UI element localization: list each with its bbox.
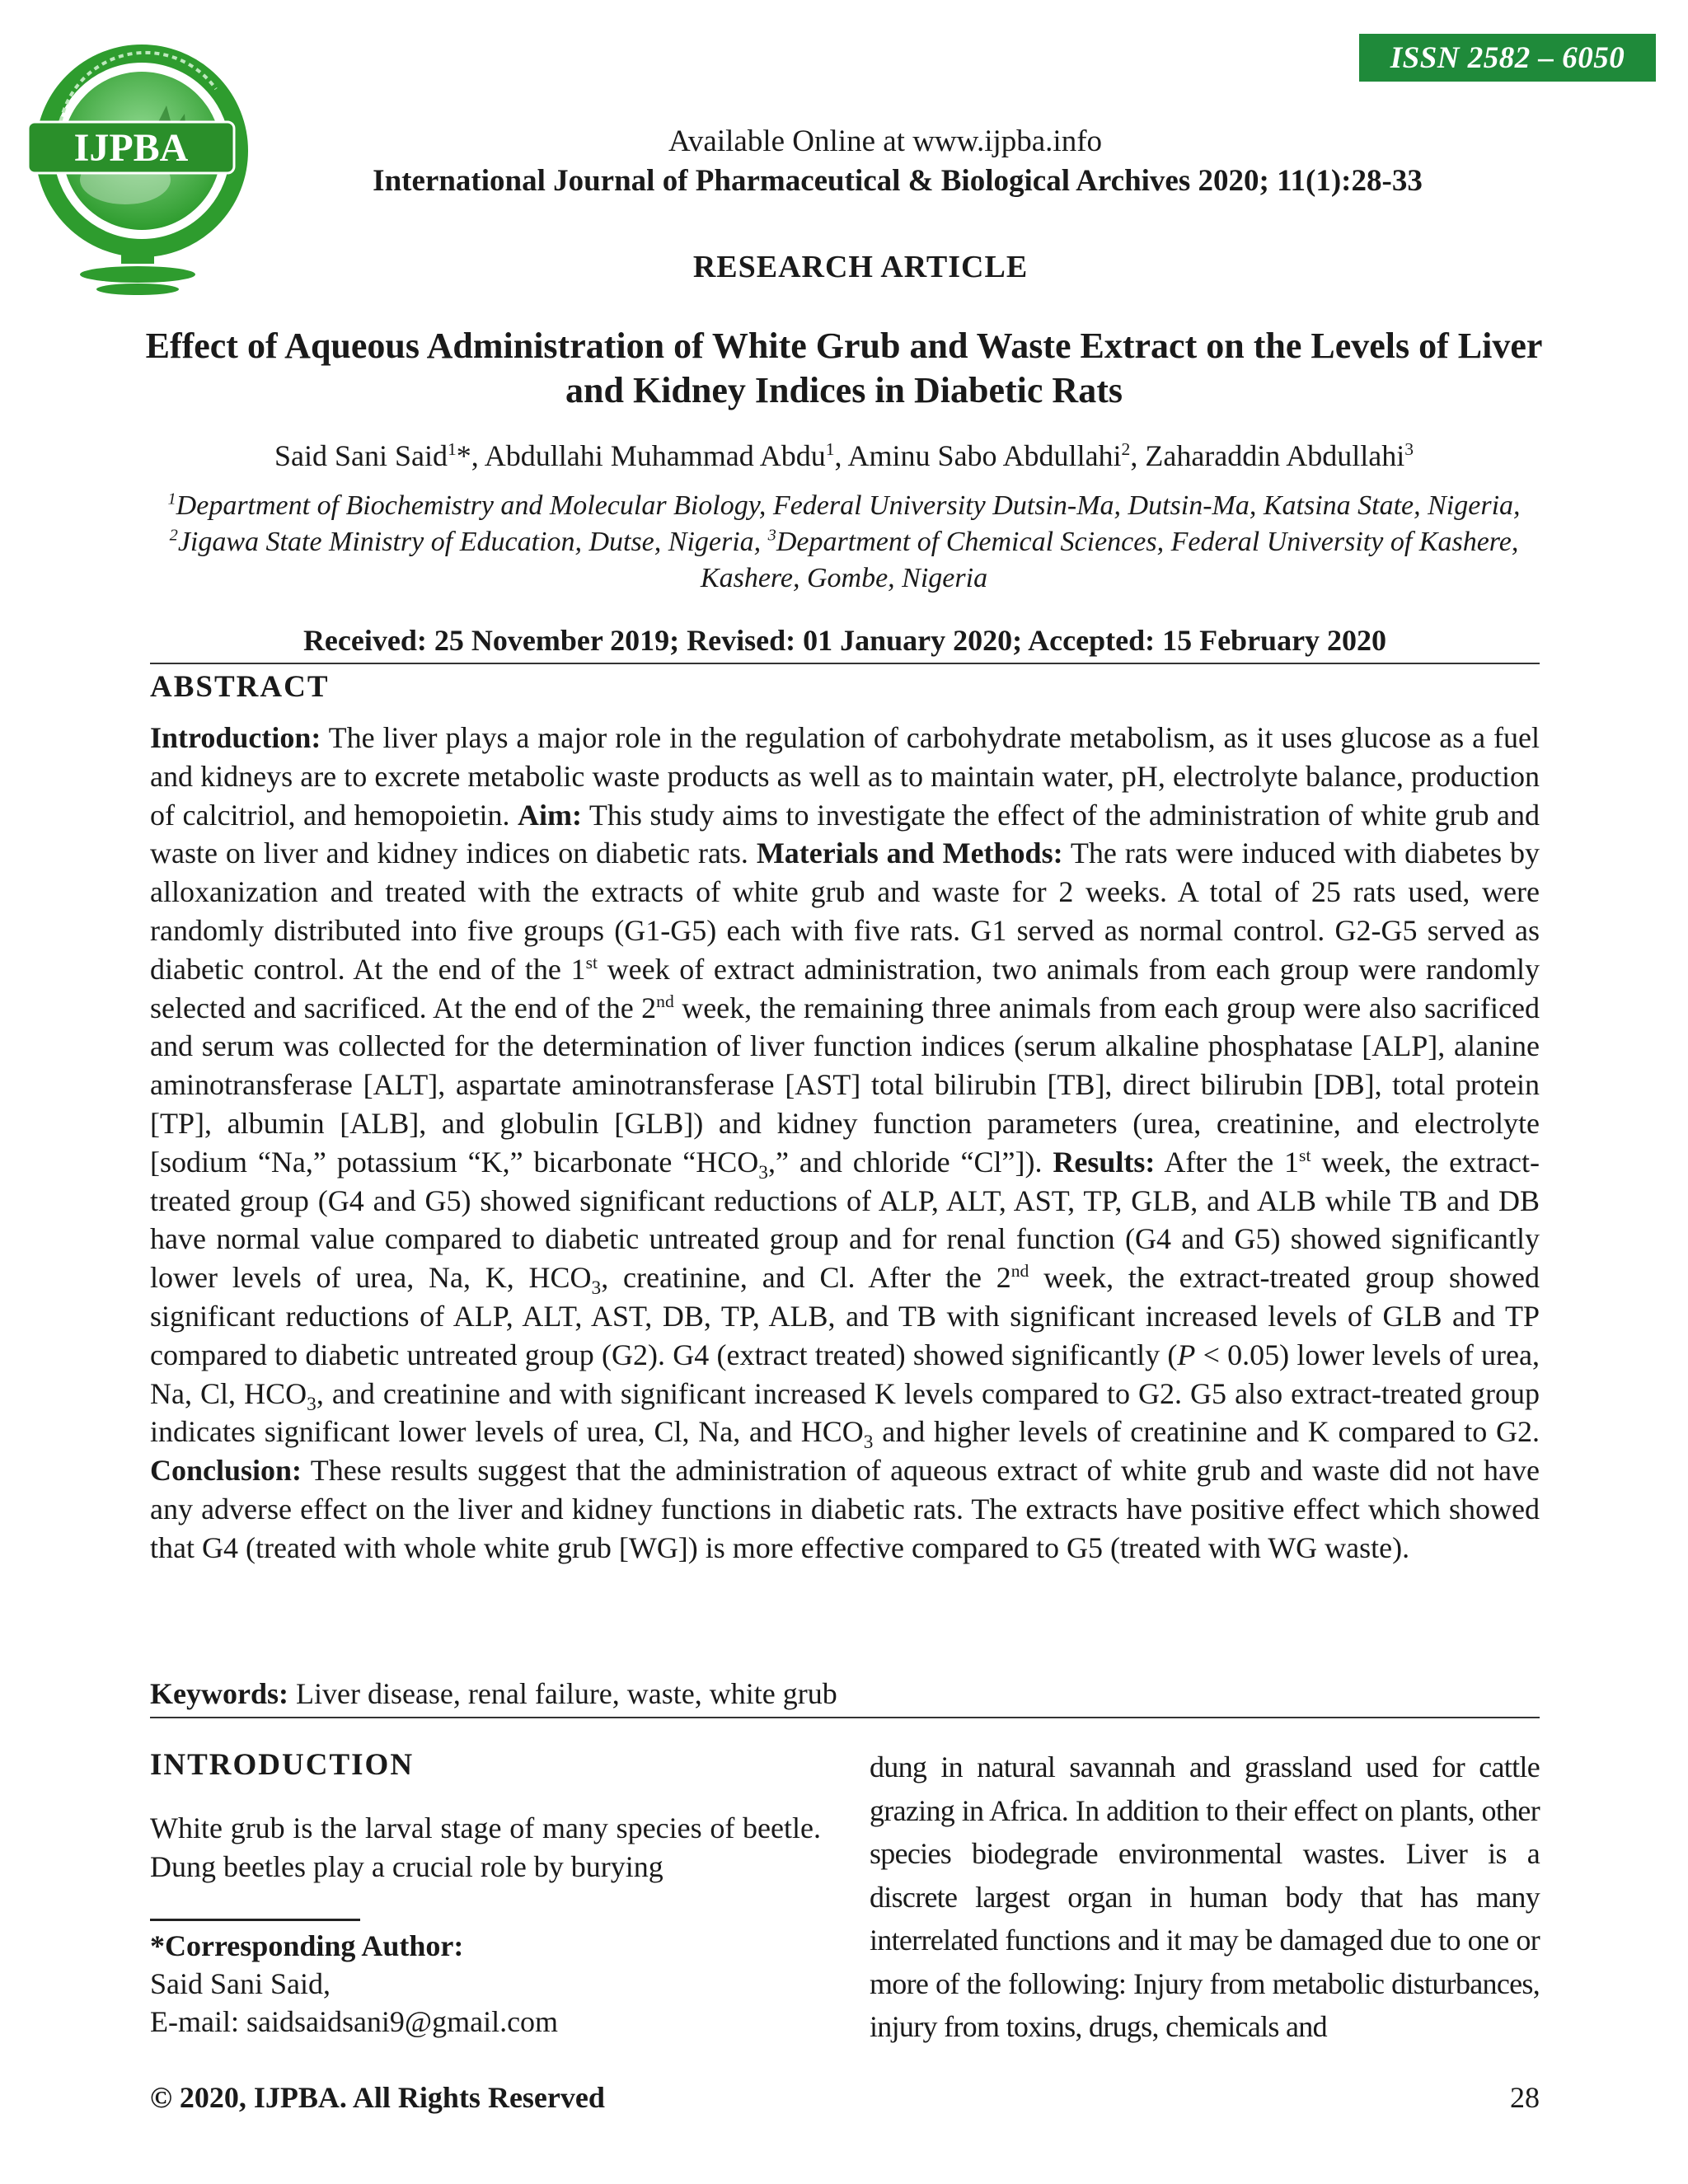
introduction-heading: INTRODUCTION: [150, 1748, 415, 1782]
introduction-left-column: White grub is the larval stage of many species of beetle. Dung beetles play a crucial role by burying: [150, 1811, 821, 1883]
corresponding-label: *Corresponding Author:: [150, 1929, 464, 1962]
author-name: Zaharaddin Abdullahi: [1145, 439, 1405, 472]
abstract-text: Introduction: The liver plays a major role in the regulation of carbohydrate metabolism, as it uses glucose as a fuel and kidneys are to excrete metabolic waste products as well as to maintain water, pH, electrolyte balance, production of calcitriol, and hemopoietin. Aim: This study aims to investigate the effect of the administration of white grub and waste on liver and kidney indices on diabetic rats. Materials and Methods: The rats were induced with diabetes by alloxanization and treated with the extracts of white grub and waste for 2 weeks. A total of 25 rats used, were randomly distributed into five groups (G1-G5) each with five rats. G1 served as normal control. G2-G5 served as diabetic control. At the end of the 1st week of extract administration, two animals from each group were randomly selected and sacrificed. At the end of the 2nd week, the remaining three animals from each group were also sacrificed and serum was collected for the determination of liver function indices (serum alkaline phosphatase [ALP], alanine aminotransferase [ALT], aspartate aminotransferase [AST] total bilirubin [TB], direct bilirubin [DB], total protein [TP], albumin [ALB], and globulin [GLB]) and kidney function parameters (urea, creatinine, and electrolyte [sodium “Na,” potassium “K,” bicarbonate “$HCO_3$,” and chloride “Cl”]). Results: After the 1st week, the extract-treated group (G4 and G5) showed significant reductions of ALP, ALT, AST, TP, GLB, and ALB while TB and DB have normal value compared to diabetic untreated group and for renal function (G4 and G5) showed significantly lower levels of urea, Na, K, $HCO_3$, creatinine, and Cl. After the 2nd week, the extract-treated group showed significant reductions of ALP, ALT, AST, DB, TP, ALB, and TB with significant increased levels of GLB and TP compared to diabetic untreated group (G2). G4 (extract treated) showed significantly (P < 0.05) lower levels of urea, Na, Cl, $HCO_3$, and creatinine and with significant increased K levels compared to G2. G5 also extract-treated group indicates significant lower levels of urea, Cl, Na, and $HCO_3$ and higher levels of creatinine and K compared to G2. Conclusion: These results suggest that the administration of aqueous extract of white grub and waste did not have any adverse effect on the liver and kidney functions in diabetic rats. The extracts have positive effect which showed that G4 (treated with whole white grub [WG]) is more effective compared to G5 (treated with WG waste).: [150, 721, 1540, 1564]
affiliations: $^1$Department of Biochemistry and Molecular Biology, Federal University Dutsin-Ma, Dutsin-Ma, Katsina State, Nigeria, $^2$Jigawa State Ministry of Education, Dutse, Nigeria, $^3$Department of Chemical Sciences, Federal University of Kashere, Kashere, Gombe, Nigeria: [167, 490, 1521, 593]
introduction-right-column: dung in natural savannah and grassland used for cattle grazing in Africa. In addition to their effect on plants, other species biodegrade environmental wastes. Liver is a discrete largest organ in human body that has many interrelated functions and it may be damaged due to one or more of the following: Injury from metabolic disturbances, injury from toxins, drugs, chemicals and: [870, 1750, 1540, 2043]
corresponding-email[interactable]: E-mail: saidsaidsani9@gmail.com: [150, 2005, 559, 2038]
keywords: Keywords: Liver disease, renal failure, waste, white grub: [150, 1677, 837, 1710]
author-name: Abdullahi Muhammad Abdu: [484, 439, 826, 472]
author-list: Said Sani Said$^1$*, Abdullahi Muhammad Abdu$^1$, Aminu Sabo Abdullahi$^2$, Zaharaddin Abdullahi$^3$: [274, 439, 1414, 472]
copyright: © 2020, IJPBA. All Rights Reserved: [150, 2081, 605, 2114]
footnote-rule: [150, 1919, 360, 1921]
issn-badge: ISSN 2582 – 6050: [1359, 34, 1656, 82]
divider: [150, 1717, 1540, 1718]
page-number: 28: [1510, 2081, 1540, 2114]
logo-text: IJPBA: [73, 126, 189, 170]
paper-title: Effect of Aqueous Administration of White Grub and Waste Extract on the Levels of Liver and Kidney Indices in Diabetic Rats: [145, 326, 1543, 410]
article-type: RESEARCH ARTICLE: [692, 250, 1029, 284]
corresponding-author: [150, 1927, 558, 2041]
divider: [150, 663, 1540, 664]
journal-citation: International Journal of Pharmaceutical & Biological Archives 2020; 11(1):28-33: [373, 164, 1423, 198]
article-dates: Received: 25 November 2019; Revised: 01 January 2020; Accepted: 15 February 2020: [302, 624, 1387, 657]
corresponding-name: Said Sani Said,: [150, 1967, 331, 2000]
author-name: Said Sani Said: [274, 439, 448, 472]
author-name: Aminu Sabo Abdullahi: [847, 439, 1122, 472]
available-online: Available Online at www.ijpba.info: [668, 124, 1103, 158]
abstract-heading: ABSTRACT: [150, 670, 330, 704]
